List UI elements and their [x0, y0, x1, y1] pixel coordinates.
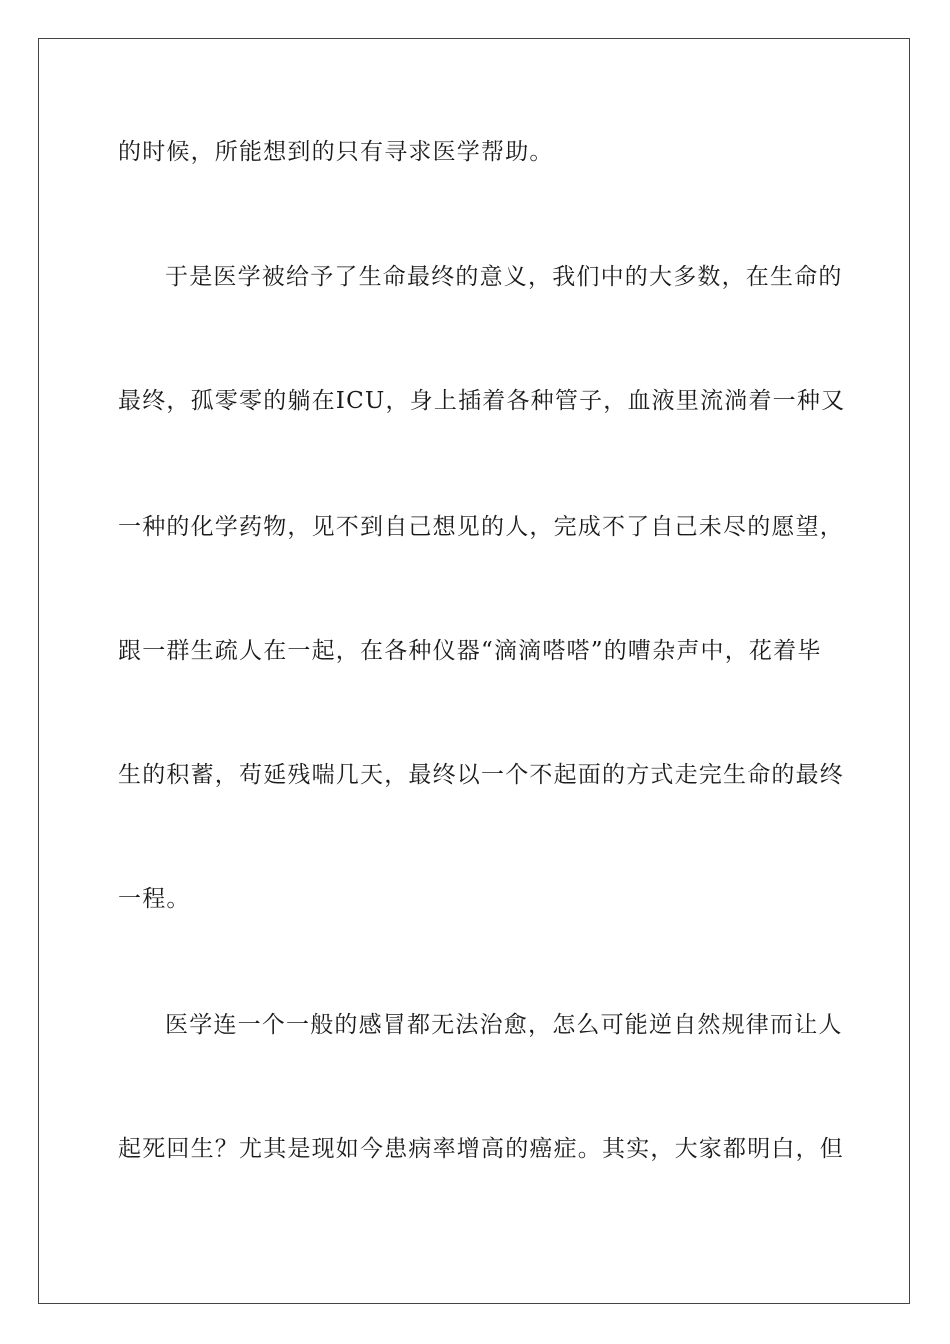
paragraph-start-line: 医学连一个一般的感冒都无法治愈，怎么可能逆自然规律而让人 — [165, 1012, 843, 1038]
text-line: 最终，孤零零的躺在ICU，身上插着各种管子，血液里流淌着一种又 — [118, 388, 846, 414]
page-border — [38, 38, 910, 1304]
text-line: 起死回生？尤其是现如今患病率增高的癌症。其实，大家都明白，但 — [118, 1136, 844, 1162]
text-line: 的时候，所能想到的只有寻求医学帮助。 — [118, 139, 554, 165]
text-line: 一种的化学药物，见不到自己想见的人，完成不了自己未尽的愿望， — [118, 514, 844, 540]
text-line: 生的积蓄，苟延残喘几天，最终以一个不起面的方式走完生命的最终 — [118, 762, 844, 788]
text-line: 一程。 — [118, 886, 191, 912]
text-line: 跟一群生疏人在一起，在各种仪器“滴滴嗒嗒”的嘈杂声中，花着毕 — [118, 638, 822, 664]
paragraph-start-line: 于是医学被给予了生命最终的意义，我们中的大多数，在生命的 — [165, 264, 843, 290]
